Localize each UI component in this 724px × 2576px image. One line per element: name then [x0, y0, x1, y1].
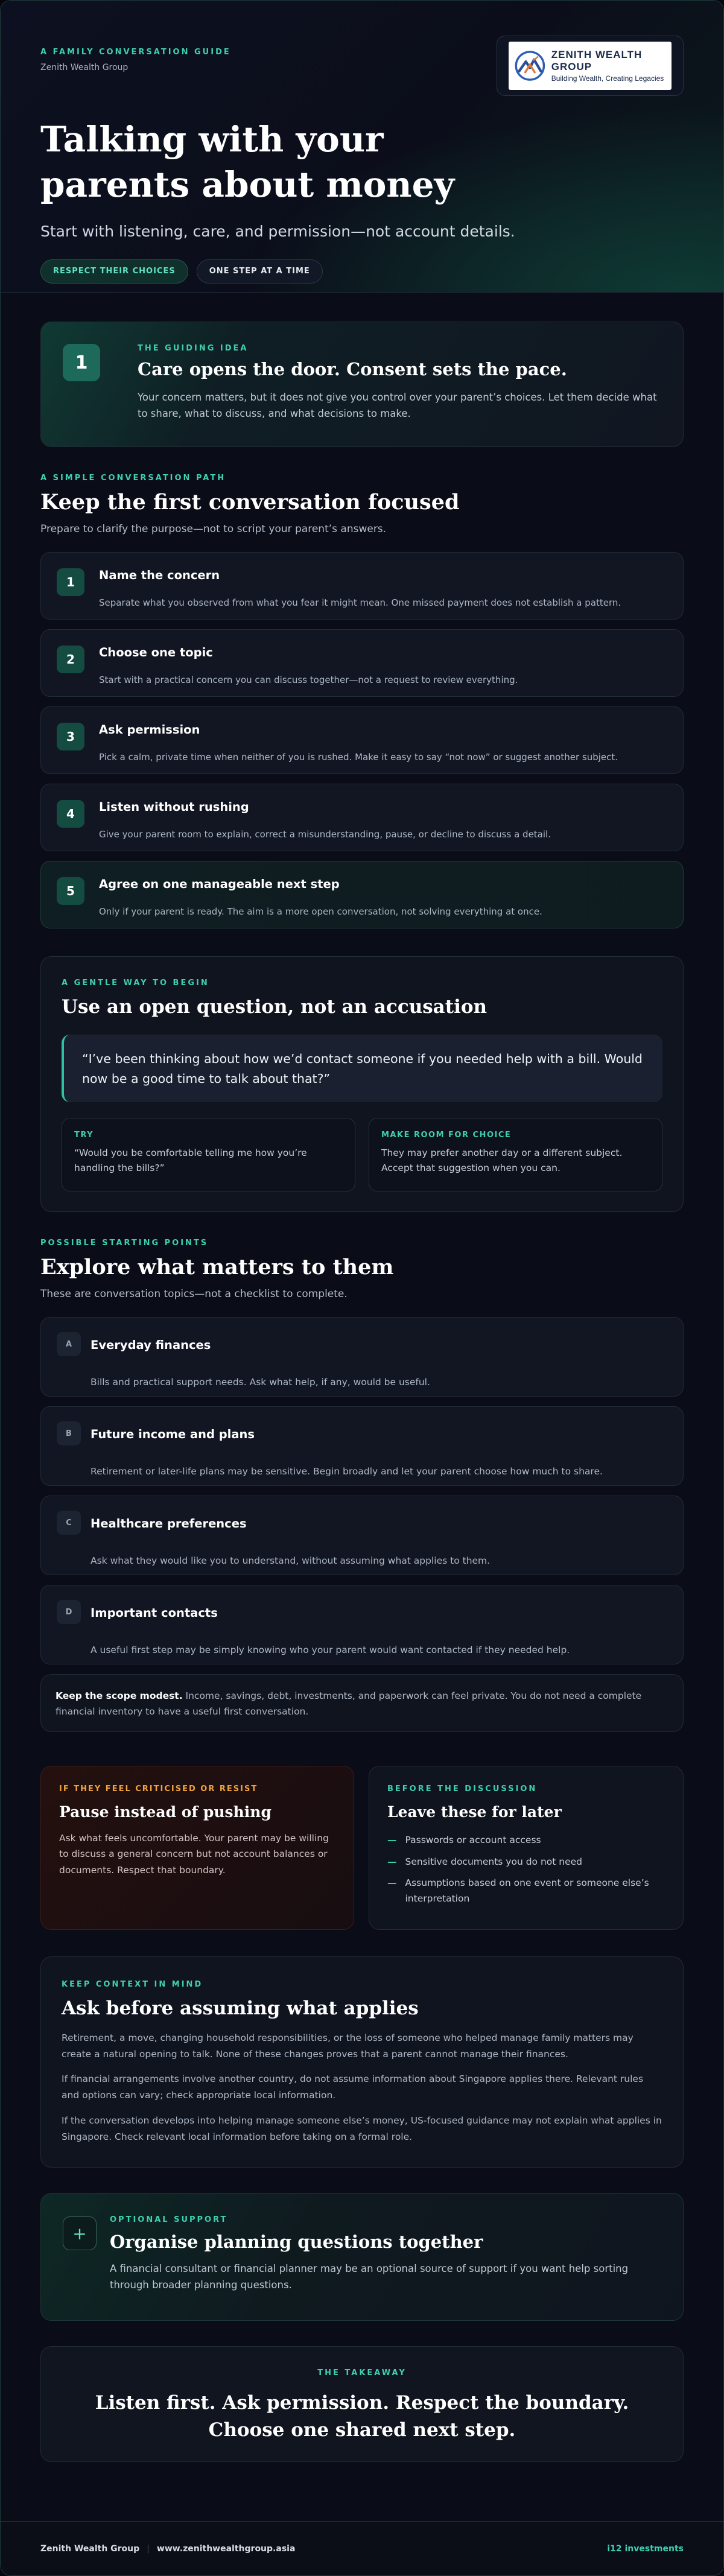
hero-header — [1, 1, 723, 293]
page-footer — [1, 2521, 723, 2575]
conversation-path-section — [40, 474, 684, 928]
scope-bold: Keep the scope modest. — [56, 1690, 183, 1701]
step-list — [40, 552, 684, 928]
plus-icon: + — [63, 2216, 97, 2250]
resist-kicker: IF THEY FEEL CRITICISED OR RESIST — [59, 1784, 258, 1794]
leave-kicker: BEFORE THE DISCUSSION — [387, 1784, 538, 1794]
leave-title: Leave these for later — [387, 1803, 562, 1821]
footer-partner: i12 investments — [607, 2543, 684, 2554]
leave-item-text: Assumptions based on one event or someone else’s interpretation — [405, 1877, 649, 1904]
logo-tagline: Building Wealth, Creating Legacies — [551, 74, 664, 83]
leave-for-later-card — [369, 1766, 684, 1930]
dash-icon: — — [387, 1835, 397, 1845]
topic-item — [40, 1496, 684, 1575]
leave-item-text: Passwords or account access — [405, 1835, 541, 1845]
logo-name: ZENITH WEALTH GROUP — [551, 49, 643, 72]
path-kicker: A SIMPLE CONVERSATION PATH — [40, 474, 226, 483]
choice-card — [369, 1118, 662, 1191]
choice-text: They may prefer another day or a different subject. Accept that suggestion when you can. — [381, 1147, 623, 1173]
step-title: Name the concern — [99, 568, 220, 582]
takeaway-card — [40, 2346, 684, 2462]
page-lede: Start with listening, care, and permission—not account details. — [40, 222, 515, 240]
starting-title: Explore what matters to them — [40, 1255, 394, 1280]
chip-row — [40, 259, 684, 284]
list-item — [387, 1876, 665, 1906]
list-item — [387, 1833, 665, 1848]
resist-title: Pause instead of pushing — [59, 1803, 272, 1821]
logo-mark-icon — [513, 46, 547, 85]
hero-brand: Zenith Wealth Group — [40, 63, 129, 72]
openq-kicker: A GENTLE WAY TO BEGIN — [62, 979, 209, 988]
step-text: Pick a calm, private time when neither of you is rushed. Make it easy to say “not now” or suggest another subject. — [99, 752, 618, 763]
starting-points-section — [40, 1239, 684, 1732]
step-number: 2 — [57, 646, 84, 673]
context-paragraph: If financial arrangements involve another country, do not assume information about Singapore applies there. Relevant rules and options can vary; check appropriate local information. — [62, 2073, 644, 2101]
step-item — [40, 552, 684, 620]
guide-title: Care opens the door. Consent sets the pace. — [138, 359, 567, 379]
topic-item — [40, 1585, 684, 1664]
step-item — [40, 629, 684, 697]
leave-item-text: Sensitive documents you do not need — [405, 1856, 583, 1867]
context-card — [40, 1956, 684, 2168]
footer-brand: Zenith Wealth Group — [40, 2543, 140, 2554]
list-item — [387, 1854, 665, 1870]
topic-text: Retirement or later-life plans may be sensitive. Begin broadly and let your parent choose how much to share. — [91, 1466, 603, 1477]
main-content — [1, 322, 723, 2462]
two-column-row — [40, 1766, 684, 1930]
path-subtitle: Prepare to clarify the purpose—not to script your parent’s answers. — [40, 523, 387, 535]
takeaway-kicker: THE TAKEAWAY — [317, 2368, 407, 2378]
logo-panel — [509, 42, 672, 90]
step-number: 1 — [57, 568, 84, 596]
dash-icon: — — [387, 1856, 397, 1867]
hero-kicker: A FAMILY CONVERSATION GUIDE — [40, 48, 231, 57]
chip-one-step: ONE STEP AT A TIME — [197, 259, 323, 284]
path-title: Keep the first conversation focused — [40, 490, 460, 515]
support-title: Organise planning questions together — [110, 2232, 483, 2252]
step-number: 5 — [57, 877, 84, 905]
chip-respect-choices: RESPECT THEIR CHOICES — [40, 259, 188, 284]
starting-subtitle: These are conversation topics—not a checklist to complete. — [40, 1288, 348, 1300]
scope-text: Income, savings, debt, investments, and paperwork can feel private. You do not need a complete financial inventory to have a useful first conversation. — [56, 1690, 642, 1718]
footer-url-link[interactable]: www.zenithwealthgroup.asia — [156, 2543, 296, 2554]
step-title: Choose one topic — [99, 646, 213, 659]
step-number: 4 — [57, 800, 84, 828]
step-text: Give your parent room to explain, correct a misunderstanding, pause, or decline to discuss a detail. — [99, 829, 551, 840]
step-number: 3 — [57, 723, 84, 750]
starting-kicker: POSSIBLE STARTING POINTS — [40, 1239, 209, 1248]
topic-item — [40, 1317, 684, 1397]
topic-list — [40, 1317, 684, 1664]
example-quote: “I’ve been thinking about how we’d contact someone if you needed help with a bill. Would now be a good time to talk about that?” — [62, 1035, 662, 1102]
step-title: Agree on one manageable next step — [99, 877, 340, 891]
open-question-card — [40, 956, 684, 1212]
topic-letter: A — [57, 1332, 81, 1356]
step-title: Listen without rushing — [99, 800, 249, 814]
leave-list — [387, 1833, 665, 1906]
topic-title: Future income and plans — [91, 1427, 255, 1441]
support-text: A financial consultant or financial planner may be an optional source of support if you want help sorting through broader planning questions. — [110, 2263, 629, 2291]
logo-wordmark — [551, 49, 667, 83]
step-item — [40, 706, 684, 774]
try-text: “Would you be comfortable telling me how you’re handling the bills?” — [74, 1147, 307, 1173]
choice-label: MAKE ROOM FOR CHOICE — [381, 1131, 512, 1140]
topic-item — [40, 1406, 684, 1486]
topic-text: A useful first step may be simply knowing who your parent would want contacted if they needed help. — [91, 1645, 570, 1655]
resist-card — [40, 1766, 354, 1930]
step-item — [40, 861, 684, 928]
try-label: TRY — [74, 1131, 94, 1140]
step-text: Only if your parent is ready. The aim is a more open conversation, not solving everything at once. — [99, 906, 542, 917]
support-kicker: OPTIONAL SUPPORT — [110, 2215, 228, 2224]
resist-text: Ask what feels uncomfortable. Your parent may be willing to discuss a general concern but not account balances or documents. Respect that boundary. — [59, 1833, 329, 1876]
context-paragraph: Retirement, a move, changing household responsibilities, or the loss of someone who helped manage family matters may create a natural opening to talk. None of these changes proves that a parent cannot manage their finances. — [62, 2032, 634, 2060]
guide-number-badge: 1 — [63, 344, 100, 381]
tip-pair — [62, 1118, 662, 1191]
guiding-idea-card — [40, 322, 684, 447]
topic-title: Healthcare preferences — [91, 1517, 247, 1531]
context-paragraph: If the conversation develops into helping manage someone else’s money, US-focused guidance may not explain what applies in Singapore. Check relevant local information before taking on a formal role. — [62, 2114, 662, 2142]
step-text: Separate what you observed from what you fear it might mean. One missed payment does not establish a pattern. — [99, 597, 621, 608]
takeaway-text: Listen first. Ask permission. Respect the boundary. Choose one shared next step. — [95, 2392, 629, 2441]
topic-text: Ask what they would like you to understand, without assuming what applies to them. — [91, 1555, 491, 1566]
topic-letter: D — [57, 1600, 81, 1624]
guide-kicker: THE GUIDING IDEA — [138, 344, 249, 353]
logo[interactable] — [497, 36, 684, 96]
topic-letter: B — [57, 1421, 81, 1445]
scope-note — [40, 1674, 684, 1732]
step-text: Start with a practical concern you can discuss together—not a request to review everything. — [99, 674, 518, 685]
topic-title: Everyday finances — [91, 1338, 211, 1352]
topic-title: Important contacts — [91, 1606, 218, 1620]
context-title: Ask before assuming what applies — [62, 1997, 419, 2019]
step-title: Ask permission — [99, 723, 200, 737]
try-card — [62, 1118, 355, 1191]
context-kicker: KEEP CONTEXT IN MIND — [62, 1980, 203, 1989]
optional-support-card — [40, 2193, 684, 2321]
step-item — [40, 784, 684, 851]
footer-separator: | — [147, 2543, 150, 2554]
topic-letter: C — [57, 1511, 81, 1535]
guide-text: Your concern matters, but it does not give you control over your parent’s choices. Let them decide what to share, what to discuss, and what decisions to make. — [138, 392, 657, 420]
dash-icon: — — [387, 1877, 397, 1889]
page-title: Talking with your parents about money — [40, 119, 455, 206]
topic-text: Bills and practical support needs. Ask what help, if any, would be useful. — [91, 1377, 430, 1388]
openq-title: Use an open question, not an accusation — [62, 996, 487, 1018]
